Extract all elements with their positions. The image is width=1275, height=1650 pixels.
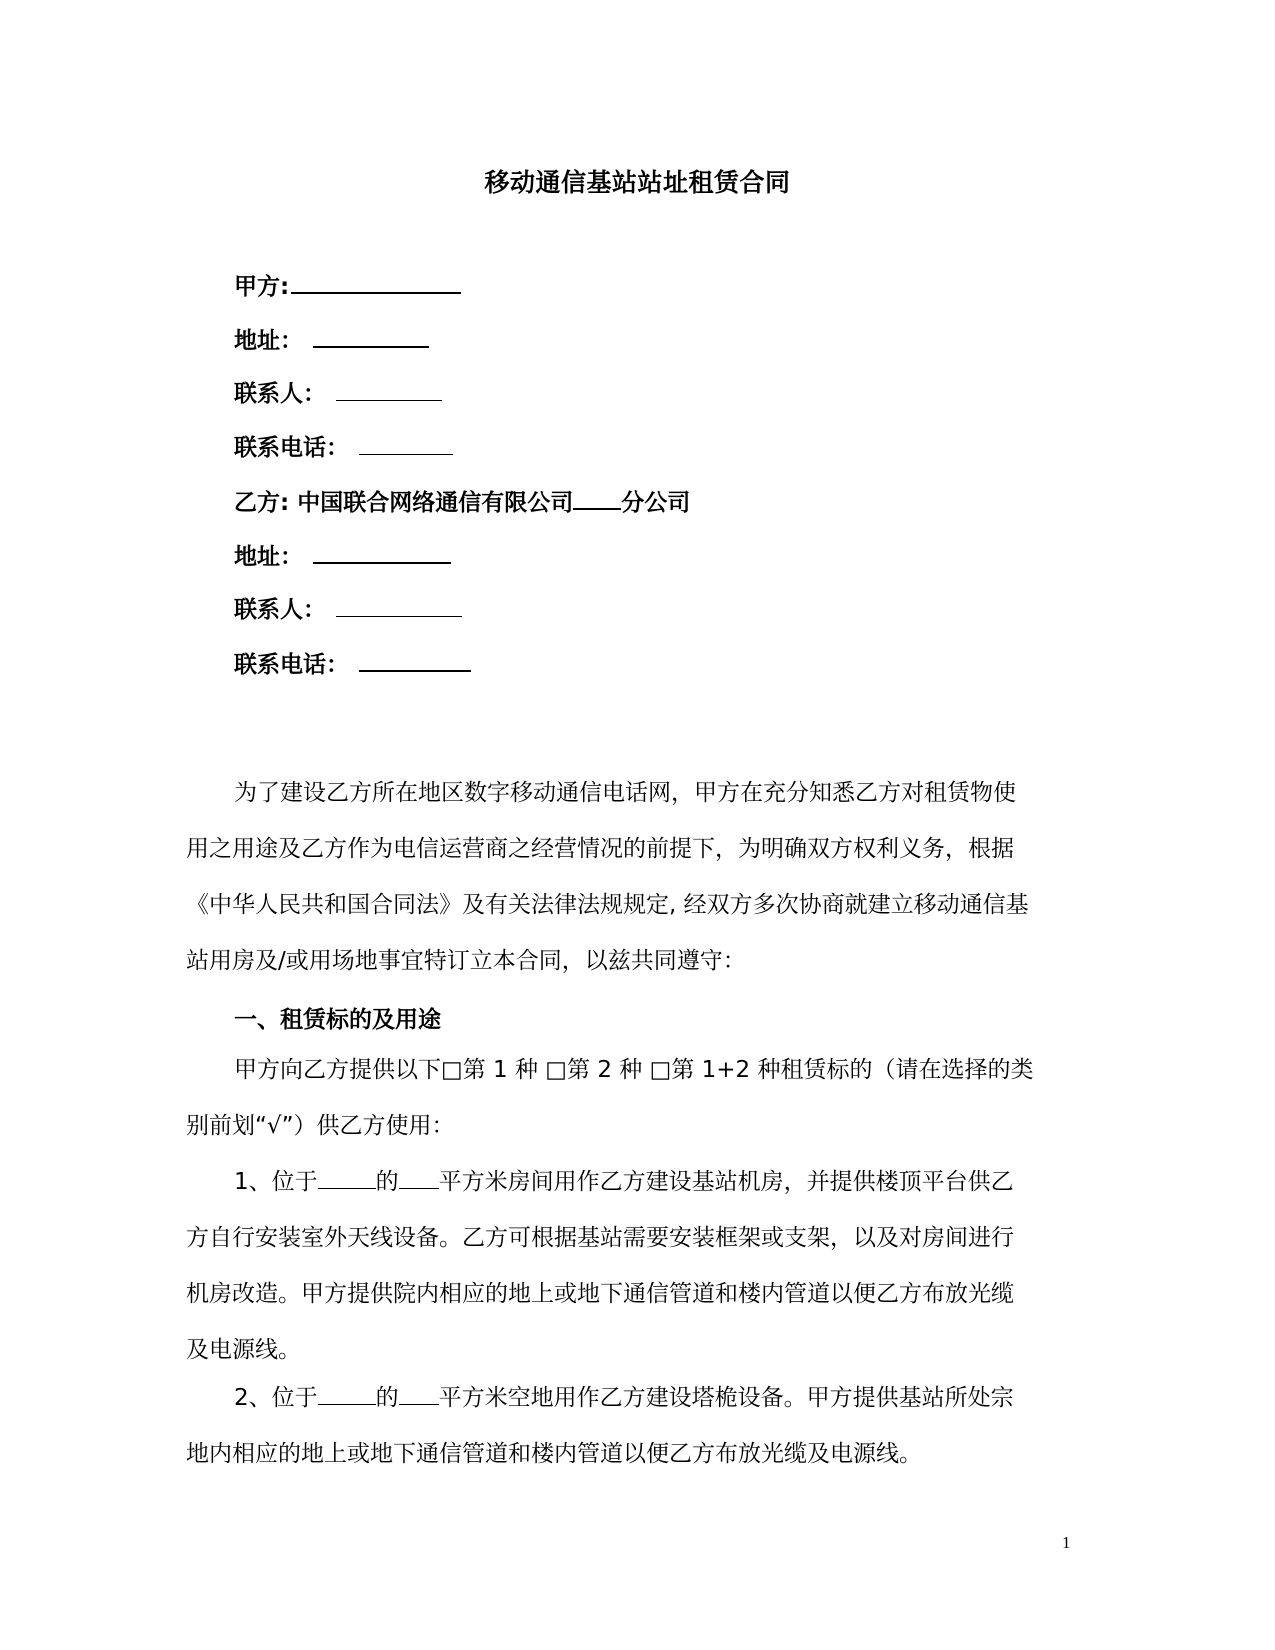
party-a-contact-field xyxy=(234,376,442,410)
item-1-line: 方自行安装室外天线设备。乙方可根据基站需要安装框架或支架，以及对房间进行 xyxy=(186,1225,1014,1251)
page-number: 1 xyxy=(1062,1533,1071,1552)
party-b-suffix: 分公司 xyxy=(621,490,691,516)
item-2-line: 2、位于 的 平方米空地用作乙方建设塔桅设备。甲方提供基站所处宗 xyxy=(186,1370,1081,1426)
location-blank xyxy=(318,1166,376,1189)
party-a-label: 甲方: xyxy=(234,274,290,300)
party-b-contact-blank xyxy=(336,592,462,617)
item-1-line: 1、位于 的 平方米房间用作乙方建设基站机房，并提供楼顶平台供乙 xyxy=(186,1154,1081,1210)
preamble-paragraph xyxy=(186,765,1081,989)
location-blank xyxy=(318,1382,376,1405)
party-a-field xyxy=(234,268,461,303)
party-b-phone-blank xyxy=(359,646,471,672)
party-a-address-blank xyxy=(313,322,429,348)
party-b-label: 乙方: 中国联合网络通信有限公司 xyxy=(234,490,574,516)
party-a-contact-label: 联系人： xyxy=(234,381,326,407)
party-a-address-field xyxy=(234,322,429,357)
intro-line: 甲方向乙方提供以下□第 1 种 □第 2 种 □第 1+2 种租赁标的（请在选择的类 xyxy=(234,1057,1034,1083)
preamble-line: 站用房及/或用场地事宜特订立本合同，以兹共同遵守： xyxy=(186,948,746,974)
area-blank xyxy=(399,1166,439,1189)
preamble-line: 《中华人民共和国合同法》及有关法律法规规定, 经双方多次协商就建立移动通信基 xyxy=(186,892,1029,918)
party-b-contact-field xyxy=(234,592,462,626)
page-title: 移动通信基站站址租赁合同 xyxy=(484,168,791,197)
item-2-paragraph xyxy=(186,1370,1081,1482)
area-blank xyxy=(399,1382,439,1405)
party-a-phone-label: 联系电话： xyxy=(234,435,349,461)
preamble-line: 为了建设乙方所在地区数字移动通信电话网，甲方在充分知悉乙方对租赁物使 xyxy=(234,780,1016,806)
party-a-contact-blank xyxy=(336,376,442,401)
party-b-address-label: 地址： xyxy=(234,544,303,570)
party-b-address-field xyxy=(234,538,451,573)
item-1-line: 机房改造。甲方提供院内相应的地上或地下通信管道和楼内管道以便乙方布放光缆 xyxy=(186,1281,1014,1307)
party-b-field xyxy=(234,484,690,519)
party-b-branch-blank xyxy=(573,484,621,510)
party-b-phone-field xyxy=(234,646,471,681)
party-a-phone-blank xyxy=(359,430,453,455)
intro-line: 别前划“√”）供乙方使用： xyxy=(186,1113,455,1139)
item-1-line: 及电源线。 xyxy=(186,1337,301,1363)
section1-intro xyxy=(186,1042,1081,1154)
party-b-contact-label: 联系人： xyxy=(234,597,326,623)
party-b-phone-label: 联系电话： xyxy=(234,652,349,678)
party-a-phone-field xyxy=(234,430,453,464)
section-heading: 一、租赁标的及用途 xyxy=(234,1007,441,1033)
party-a-name-blank xyxy=(291,268,461,294)
party-b-address-blank xyxy=(313,538,451,564)
item-1-paragraph xyxy=(186,1154,1081,1378)
item-2-line: 地内相应的地上或地下通信管道和楼内管道以便乙方布放光缆及电源线。 xyxy=(186,1441,922,1467)
party-a-address-label: 地址： xyxy=(234,328,303,354)
preamble-line: 用之用途及乙方作为电信运营商之经营情况的前提下，为明确双方权利义务，根据 xyxy=(186,836,1014,862)
